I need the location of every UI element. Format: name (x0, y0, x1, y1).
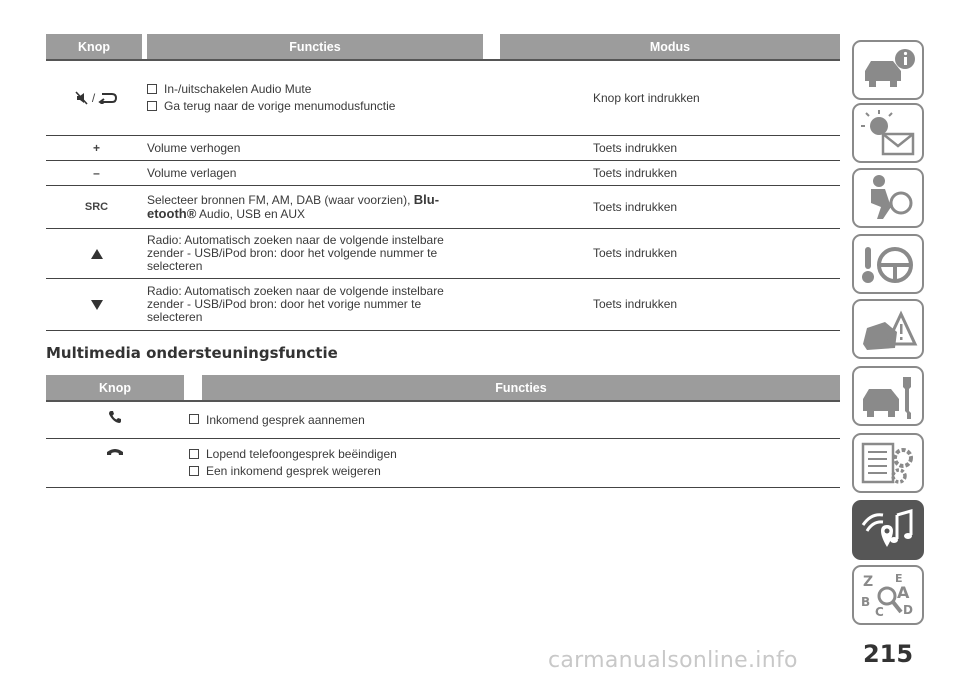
warning-lights-icon (857, 108, 919, 158)
chapter-tab-warning-lights[interactable] (852, 103, 924, 163)
section-title: Multimedia ondersteuningsfunctie (46, 344, 338, 362)
page-content (46, 34, 840, 488)
svg-text:E: E (895, 572, 903, 585)
checkbox-bullet-icon (147, 84, 157, 94)
checkbox-bullet-icon (189, 449, 199, 459)
maintenance-icon (857, 371, 919, 421)
chapter-tab-safety[interactable] (852, 168, 924, 228)
list-item (147, 100, 500, 113)
chapter-tab-emergency[interactable] (852, 299, 924, 359)
svg-text:B: B (861, 595, 871, 609)
function-text: Selecteer bronnen FM, AM, DAB (waar voorzien), (147, 193, 414, 207)
function-cell (147, 161, 500, 185)
page-number: 215 (862, 640, 914, 668)
mode-text: Toets indrukken (593, 165, 678, 180)
checkbox-bullet-icon (147, 101, 157, 111)
key-cell: + (92, 140, 100, 155)
table-row (46, 279, 840, 331)
emergency-icon (857, 304, 919, 354)
key-separator: / (91, 90, 96, 105)
chapter-tab-technical-data[interactable] (852, 433, 924, 493)
mode-cell (500, 279, 840, 330)
phone-answer-icon (108, 410, 122, 424)
index-icon (857, 570, 919, 620)
header-knop: Knop (46, 375, 184, 400)
function-cell (147, 136, 500, 160)
checkbox-bullet-icon (189, 466, 199, 476)
watermark: carmanualsonline.info (548, 648, 798, 673)
chapter-tab-car-info[interactable] (852, 40, 924, 100)
list-item (189, 414, 840, 427)
back-arrow-icon (98, 92, 118, 104)
function-text: Een inkomend gesprek weigeren (206, 464, 381, 478)
mode-text: Toets indrukken (593, 199, 678, 214)
key-cell: SRC (84, 200, 109, 213)
header-modus: Modus (500, 34, 840, 59)
mode-text: Toets indrukken (593, 297, 678, 311)
function-cell (147, 229, 500, 278)
svg-text:D: D (903, 603, 913, 617)
svg-text:C: C (875, 605, 884, 619)
bluetooth-word: etooth® (147, 206, 197, 221)
function-text: Audio, USB en AUX (196, 207, 306, 221)
chapter-tab-index[interactable] (852, 565, 924, 625)
function-text: Lopend telefoongesprek beëindigen (206, 447, 397, 461)
table-row (46, 229, 840, 279)
key-cell (46, 61, 147, 135)
table-header (46, 34, 840, 61)
technical-data-icon (857, 438, 919, 488)
function-text: Ga terug naar de vorige menumodusfunctie (164, 99, 396, 113)
phone-hangup-icon (106, 447, 124, 457)
list-item (189, 465, 840, 478)
function-cell (184, 402, 840, 438)
function-text: In-/uitschakelen Audio Mute (164, 82, 312, 96)
header-functies: Functies (202, 375, 840, 400)
svg-text:Z: Z (863, 574, 874, 590)
table-row (46, 186, 840, 229)
mode-text: Toets indrukken (593, 246, 678, 260)
table-row (46, 439, 840, 488)
table-row (46, 61, 840, 136)
list-item (147, 83, 500, 96)
mode-cell (500, 229, 840, 278)
controls-table (46, 34, 840, 331)
function-text: Radio: Automatisch zoeken naar de volgende instelbare (147, 233, 444, 247)
triangle-up-icon (91, 249, 103, 259)
function-cell (184, 439, 840, 487)
airbag-seat-icon (857, 173, 919, 223)
checkbox-bullet-icon (189, 414, 199, 424)
bluetooth-word: Blu- (413, 192, 440, 207)
table-row (46, 136, 840, 161)
car-info-icon (857, 45, 919, 95)
key-cell (46, 229, 147, 278)
mode-text: Toets indrukken (593, 140, 678, 155)
key-cell (46, 402, 184, 438)
mode-text: Knop kort indrukken (593, 90, 700, 105)
mode-cell (500, 136, 840, 160)
function-text: Inkomend gesprek aannemen (206, 412, 365, 427)
function-text: zender - USB/iPod bron: door het volgende nummer te (147, 246, 438, 260)
function-text: zender - USB/iPod bron: door het vorige nummer te (147, 297, 422, 311)
key-cell (46, 279, 147, 330)
chapter-tab-maintenance[interactable] (852, 366, 924, 426)
phone-controls-table (46, 375, 840, 488)
header-knop: Knop (46, 34, 142, 59)
table-row (46, 161, 840, 186)
triangle-down-icon (91, 300, 103, 310)
function-text: selecteren (147, 310, 203, 324)
table-row (46, 402, 840, 439)
svg-text:A: A (897, 583, 910, 602)
multimedia-icon (857, 505, 919, 555)
header-functies: Functies (147, 34, 483, 59)
function-text: Volume verhogen (147, 140, 241, 155)
mute-icon (75, 91, 89, 105)
chapter-tab-multimedia[interactable] (852, 500, 924, 560)
list-item (189, 448, 840, 461)
chapter-tab-starting-driving[interactable] (852, 234, 924, 294)
function-cell (147, 61, 500, 135)
mode-cell (500, 186, 840, 228)
table-header (46, 375, 840, 402)
function-text: Volume verlagen (147, 165, 237, 180)
mode-cell (500, 61, 840, 135)
function-text: Radio: Automatisch zoeken naar de volgende instelbare (147, 284, 444, 298)
function-text: selecteren (147, 259, 203, 273)
function-cell (147, 279, 500, 330)
key-cell (46, 439, 184, 487)
key-cell: – (93, 165, 100, 180)
function-cell (147, 186, 500, 228)
mode-cell (500, 161, 840, 185)
steering-key-icon (857, 239, 919, 289)
